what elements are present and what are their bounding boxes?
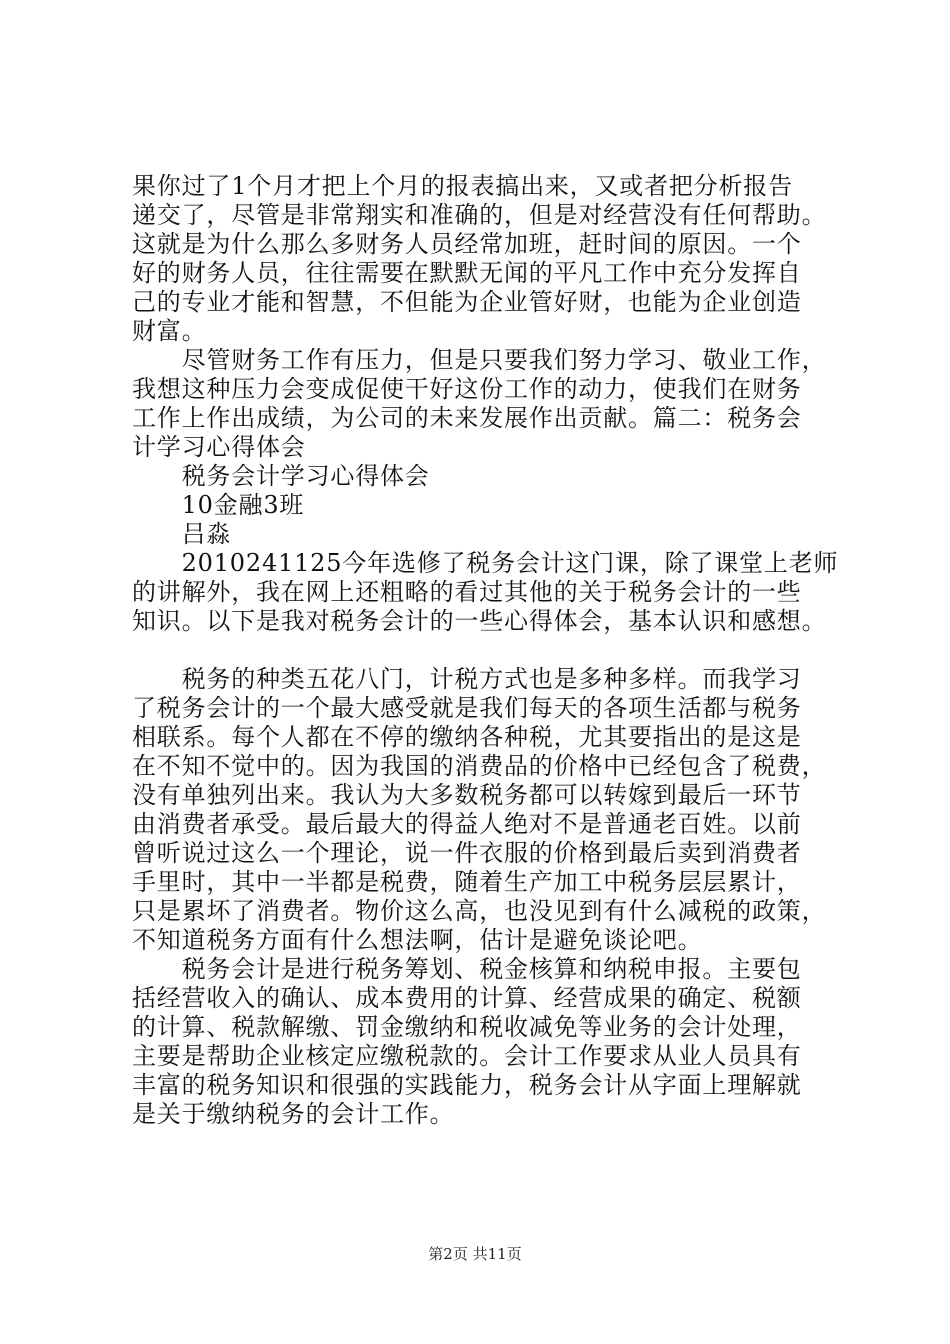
text-line: 我想这种压力会变成促使干好这份工作的动力，使我们在财务	[132, 375, 802, 403]
text-line: 了税务会计的一个最大感受就是我们每天的各项生活都与税务	[132, 694, 802, 722]
text-line: 果你过了1个月才把上个月的报表搞出来，又或者把分析报告	[132, 172, 793, 200]
text-line: 曾听说过这么一个理论，说一件衣服的价格到最后卖到消费者	[132, 839, 802, 867]
text-line: 计学习心得体会	[132, 433, 306, 461]
text-line: 在不知不觉中的。因为我国的消费品的价格中已经包含了税费，	[132, 752, 827, 780]
text-line: 的计算、税款解缴、罚金缴纳和税收减免等业务的会计处理，	[132, 1013, 802, 1041]
text-line: 相联系。每个人都在不停的缴纳各种税，尤其要指出的是这是	[132, 723, 802, 751]
text-line: 是关于缴纳税务的会计工作。	[132, 1100, 455, 1128]
document-body	[132, 172, 839, 1129]
text-line: 工作上作出成绩，为公司的未来发展作出贡献。篇二：税务会	[132, 404, 802, 432]
text-line: 税务的种类五花八门，计税方式也是多种多样。而我学习	[132, 665, 802, 693]
section-title: 税务会计学习心得体会	[132, 462, 430, 490]
text-line: 只是累坏了消费者。物价这么高，也没见到有什么减税的政策，	[132, 897, 827, 925]
text-line: 手里时，其中一半都是税费，随着生产加工中税务层层累计，	[132, 868, 802, 896]
text-line: 主要是帮助企业核定应缴税款的。会计工作要求从业人员具有	[132, 1042, 802, 1070]
text-line: 尽管财务工作有压力，但是只要我们努力学习、敬业工作，	[132, 346, 827, 374]
text-line: 知识。以下是我对税务会计的一些心得体会，基本认识和感想。	[132, 607, 827, 635]
text-line: 的讲解外，我在网上还粗略的看过其他的关于税务会计的一些	[132, 578, 802, 606]
author-name: 吕淼	[132, 520, 232, 548]
text-line: 括经营收入的确认、成本费用的计算、经营成果的确定、税额	[132, 984, 802, 1012]
text-line: 好的财务人员，往往需要在默默无闻的平凡工作中充分发挥自	[132, 259, 802, 287]
text-line: 没有单独列出来。我认为大多数税务都可以转嫁到最后一环节	[132, 781, 802, 809]
blank-line	[132, 636, 832, 665]
text-line: 由消费者承受。最后最大的得益人绝对不是普通老百姓。以前	[132, 810, 802, 838]
text-line: 税务会计是进行税务筹划、税金核算和纳税申报。主要包	[132, 955, 802, 983]
text-line: 不知道税务方面有什么想法啊，估计是避免谈论吧。	[132, 926, 703, 954]
page-number-footer: 第2页 共11页	[428, 1245, 522, 1263]
text-line: 丰富的税务知识和很强的实践能力，税务会计从字面上理解就	[132, 1071, 802, 1099]
text-line: 己的专业才能和智慧，不但能为企业管好财，也能为企业创造	[132, 288, 802, 316]
text-line: 财富。	[132, 317, 207, 345]
text-line: 递交了，尽管是非常翔实和准确的，但是对经营没有任何帮助。	[132, 201, 827, 229]
class-name: 10金融3班	[132, 491, 305, 519]
text-line: 2010241125今年选修了税务会计这门课，除了课堂上老师	[132, 549, 839, 577]
text-line: 这就是为什么那么多财务人员经常加班，赶时间的原因。一个	[132, 230, 802, 258]
